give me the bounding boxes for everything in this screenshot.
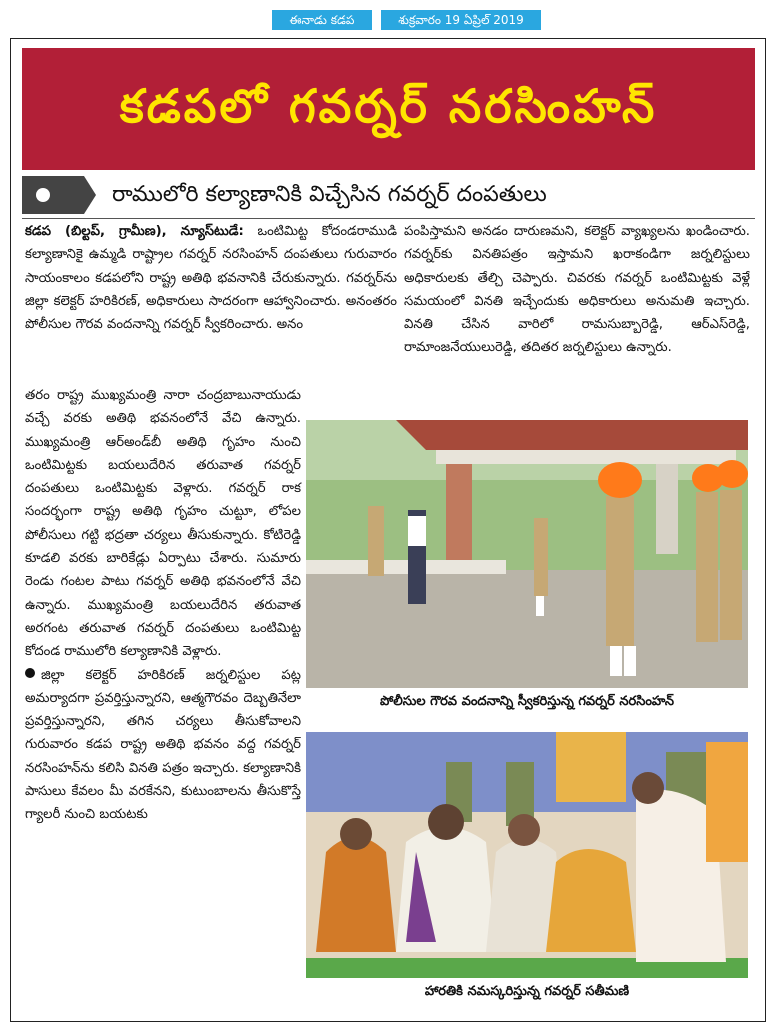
subheadline-marker xyxy=(22,176,84,214)
article-column-left xyxy=(25,384,301,827)
article-column-right xyxy=(404,220,750,360)
dateline: కడప (బిల్టప్, గ్రామీణ), న్యూస్‌టుడే: xyxy=(25,224,244,239)
article-paragraph: పంపిస్తామని అనడం దారుణమని, కలెక్టర్ వ్యాఖ్యలను ఖండించారు. గవర్నర్‌కు వినతిపత్రం ఇస్తామని ఖరాకండిగా జర్నలిస్టులు అధికారులకు తేల్చి చెప్పారు. చివరకు గవర్నర్ ఒంటిమిట్టకు వెళ్లే సమయంలో వినతి ఇచ్చేందుకు అధికారులు అనుమతి ఇచ్చారు. వినతి చేసిన వారిలో రామసుబ్బారెడ్డి, ఆర్ఎస్‌రెడ్డి, రామాంజనేయులురెడ్డి, తదితర జర్నలిస్టులు ఉన్నారు. xyxy=(404,224,750,356)
article-column-left-top xyxy=(25,220,397,336)
bullet-icon xyxy=(36,188,50,202)
headline: కడపలో గవర్నర్ నరసింహన్ xyxy=(119,79,658,133)
bullet-icon xyxy=(25,668,35,678)
photo-aarti xyxy=(306,732,748,978)
divider xyxy=(22,218,755,219)
headline-banner xyxy=(22,48,755,170)
subheadline: రాములోరి కల్యాణానికి విచ్చేసిన గవర్నర్ దంపతులు xyxy=(112,182,547,207)
article-paragraph: జిల్లా కలెక్టర్ హరికిరణ్ జర్నలిస్టుల పట్ల అమర్యాదగా ప్రవర్తిస్తున్నారని, ఆత్మగౌరవం దెబ్బతినేలా ప్రవర్తిస్తున్నారని, తగిన చర్యలు తీసుకోవాలని గురువారం కడప రాష్ట్ర అతిథి భవనం వద్ద గవర్నర్ నరసింహన్‌ను కలిసి వినతి పత్రం ఇచ్చారు. కల్యాణానికి పాసులు కేవలం మీ వరకేనని, కుటుంబాలను తీసుకొస్తే గ్యాలరీ నుంచి బయటకు xyxy=(25,667,301,823)
article-paragraph: తరం రాష్ట్ర ముఖ్యమంత్రి నారా చంద్రబాబునాయుడు వచ్చే వరకు అతిథి భవనంలోనే వేచి ఉన్నారు. ముఖ్యమంత్రి ఆర్అండ్‌బీ అతిథి గృహం నుంచి ఒంటిమిట్టకు బయలుదేరిన తరువాత గవర్నర్ దంపతులు ఒంటిమిట్టకు వెళ్లారు. గవర్నర్ రాక సందర్భంగా రాష్ట్ర అతిథి గృహం చుట్టూ, లోపల పోలీసులు గట్టి భద్రతా చర్యలు తీసుకున్నారు. కోటిరెడ్డి కూడలి వరకు బారికేడ్లు ఏర్పాటు చేశారు. సుమారు రెండు గంటల పాటు గవర్నర్ అతిథి భవనంలోనే వేచి ఉన్నారు. ముఖ్యమంత్రి బయలుదేరిన తరువాత అరగంట తరువాత గవర్నర్ దంపతులు ఒంటిమిట్ట కోదండ రాములోరి కల్యాణానికి వెళ్లారు. xyxy=(25,388,301,660)
edition-tag: ఈనాడు కడప xyxy=(272,10,372,30)
photo-caption: పోలీసుల గౌరవ వందనాన్ని స్వీకరిస్తున్న గవర్నర్ నరసింహన్ xyxy=(380,694,674,709)
subheadline-bar xyxy=(22,176,755,214)
photo-caption: హారతికి నమస్కరిస్తున్న గవర్నర్ సతీమణి xyxy=(424,984,630,999)
photo-guard-of-honour xyxy=(306,420,748,688)
photo-illustration xyxy=(306,420,748,688)
photo-illustration xyxy=(306,732,748,978)
date-tag: శుక్రవారం 19 ఏప్రిల్ 2019 xyxy=(381,10,541,30)
article-paragraph: ఒంటిమిట్ట కోదండరాముడి కల్యాణానికై ఉమ్మడి రాష్ట్రాల గవర్నర్ నరసింహన్ దంపతులు గురువారం సాయంకాలం కడపలోని రాష్ట్ర అతిథి భవనానికి చేరుకున్నారు. గవర్నర్‌ను జిల్లా కలెక్టర్ హరికిరణ్, అధికారులు సాదరంగా ఆహ్వానించారు. అనంతరం పోలీసుల గౌరవ వందనాన్ని గవర్నర్ స్వీకరించారు. అనం xyxy=(25,224,398,333)
